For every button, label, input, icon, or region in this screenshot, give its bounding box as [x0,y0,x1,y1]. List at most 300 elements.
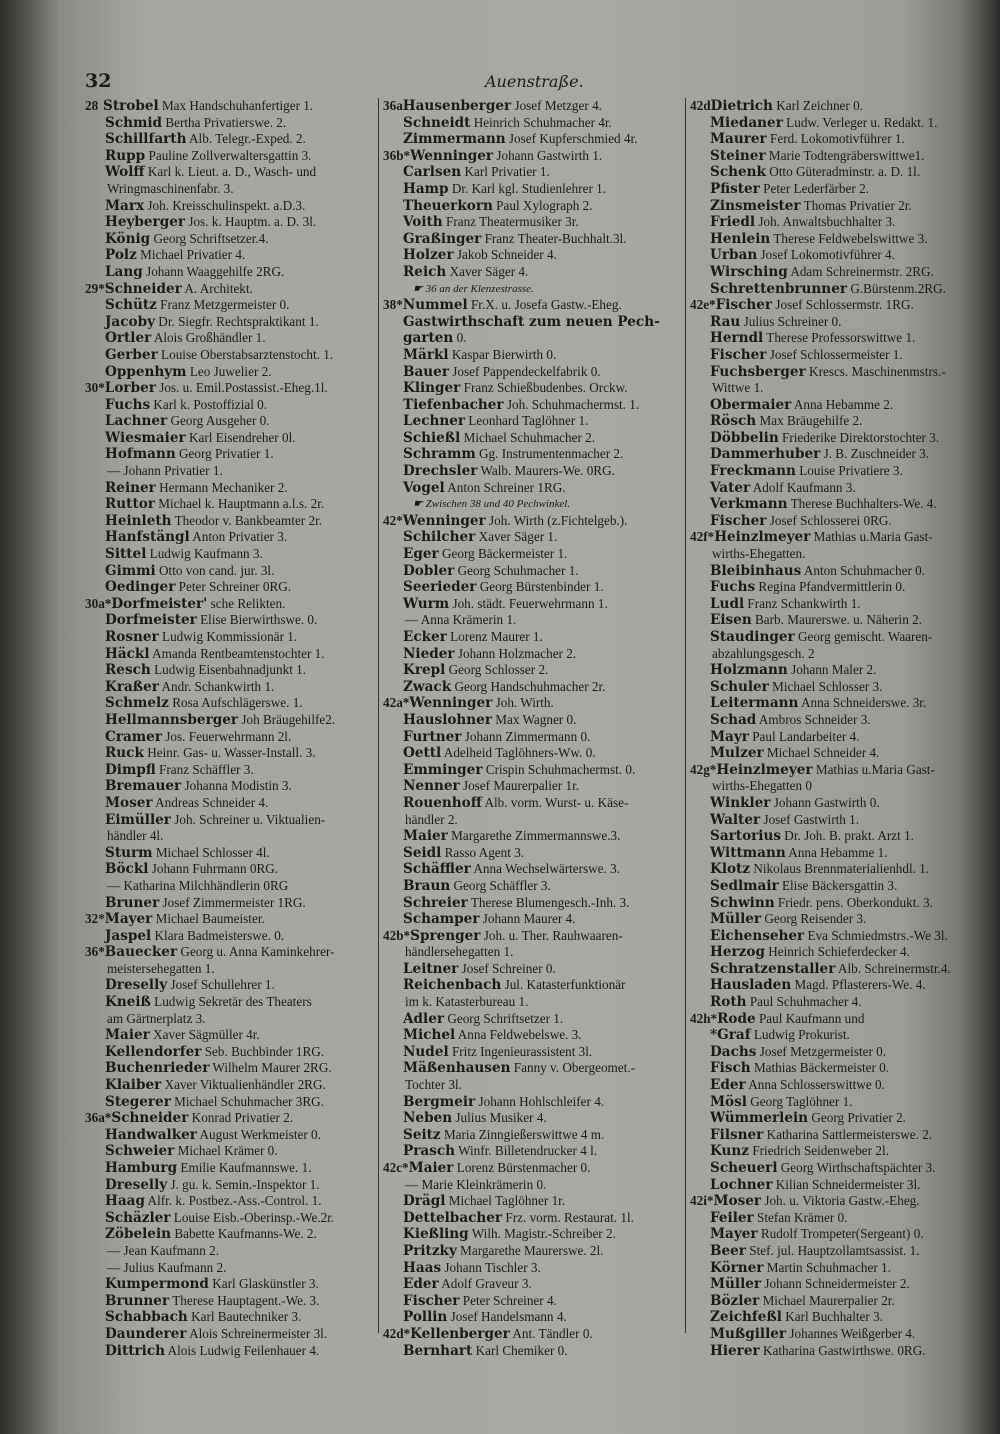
directory-entry [85,1077,375,1094]
directory-entry [85,762,375,779]
resident-surname: Furtner [403,728,462,745]
resident-details: Johann Fuhrmann 0RG. [151,861,279,877]
resident-surname: Klotz [710,861,751,878]
resident-details: Friederike Direktorstochter 3. [782,429,940,445]
resident-surname: Nummel [402,297,468,314]
directory-entry [690,1260,975,1277]
directory-entry [85,446,375,463]
resident-details: Anna Hebamme 2. [793,396,894,412]
directory-entry [690,546,975,563]
resident-details: — Anna Krämerin 1. [405,612,517,628]
resident-details: Crispin Schuhmachermst. 0. [485,761,636,777]
resident-surname: Freckmann [710,463,796,480]
resident-details: Alois Schreinermeister 3l. [189,1325,328,1341]
directory-entry [85,1143,375,1160]
resident-surname: Zöbelein [105,1226,172,1243]
resident-details: Andr. Schankwirth 1. [161,678,275,694]
resident-details: Winfr. Billetendrucker 4 l. [458,1143,598,1159]
resident-surname: Zwack [403,678,452,695]
resident-details: im k. Katasterbureau 1. [405,994,529,1010]
page-header [85,70,980,94]
resident-details: Josef Gastwirth 1. [763,811,860,827]
directory-entry [85,878,375,895]
directory-entry [383,164,683,181]
directory-column-1 [85,98,375,1359]
directory-entry [85,1343,375,1360]
resident-details: Rudolf Trompeter(Sergeant) 0. [760,1226,924,1242]
resident-surname: Wenninger [409,695,493,712]
column-divider [378,98,379,1333]
directory-entry [690,380,975,397]
directory-entry [85,480,375,497]
directory-entry [690,662,975,679]
resident-details: Anna Feldwebelswe. 3. [457,1027,582,1043]
resident-surname: Vater [710,479,751,496]
resident-details: Julius Schreiner 0. [743,313,842,329]
house-number: 42i* [690,1193,714,1209]
resident-details: Bertha Privatierswe. 2. [165,114,287,130]
directory-entry [85,496,375,513]
resident-details: Andreas Schneider 4. [155,794,269,810]
directory-entry [85,463,375,480]
resident-surname: Schneider [104,280,182,297]
house-number: 30a* [85,595,112,611]
resident-details: Tochter 3l. [405,1077,462,1093]
directory-entry [383,330,683,347]
directory-entry [383,1127,683,1144]
resident-details: Xaver Sägmüller 4r. [153,1027,260,1043]
resident-surname: Pritzky [403,1242,457,1259]
directory-entry [383,695,683,712]
directory-entry [383,729,683,746]
directory-entry [383,1011,683,1028]
directory-entry [690,480,975,497]
directory-entry [690,463,975,480]
directory-entry [85,314,375,331]
directory-entry [85,1276,375,1293]
resident-surname: Schneider [111,1110,189,1127]
resident-surname: Hausenberger [402,98,512,114]
resident-surname: Reichenbach [403,977,502,994]
directory-entry [383,1293,683,1310]
directory-entry [690,1011,975,1028]
resident-surname: Hierer [710,1342,760,1359]
directory-entry [690,148,975,165]
directory-entry [85,148,375,165]
resident-details: Georg Schäffler 3. [453,877,551,893]
resident-details: Georg Reisender 3. [764,911,867,927]
resident-surname: Bremauer [105,778,182,795]
resident-details: Ant. Tändler 0. [512,1325,593,1341]
directory-entry [383,1260,683,1277]
directory-entry [690,1143,975,1160]
directory-entry [85,928,375,945]
resident-surname: Rosner [105,629,159,645]
resident-surname: Friedl [710,214,756,231]
resident-details: Leonhard Taglöhner 1. [468,413,589,429]
directory-entry [85,662,375,679]
resident-surname: Miedaner [710,114,783,131]
resident-surname: Kießling [403,1226,469,1243]
resident-surname: Mayr [710,728,749,745]
directory-entry [383,994,683,1011]
resident-surname: Dammerhuber [710,446,821,463]
resident-surname: Adler [403,1010,445,1027]
resident-surname: Eimüller [105,811,171,828]
resident-details: J. B. Zuschneider 3. [823,446,930,462]
resident-surname: Vogel [403,479,445,496]
resident-surname: Mösl [710,1093,747,1110]
resident-surname: Oedinger [105,579,176,596]
resident-surname: Hamp [403,180,449,197]
resident-details: Peter Schreiner 4. [462,1292,557,1308]
resident-surname: Reich [403,263,447,280]
resident-surname: Eder [710,1077,746,1094]
resident-surname: Kneiß [105,994,151,1011]
house-number: 42g* [690,761,717,777]
resident-details: Jos. Feuerwehrmann 2l. [165,728,292,744]
resident-surname: Dettelbacher [403,1209,503,1226]
resident-surname: Strobel [103,98,159,114]
directory-entry [383,1060,683,1077]
resident-details: Anna Wechselwärterswe. 3. [473,861,620,877]
resident-surname: Holzer [403,247,454,264]
directory-entry [383,364,683,381]
resident-surname: Filsner [710,1126,764,1143]
resident-surname: Herndl [710,330,764,347]
resident-surname: Oettl [403,745,442,762]
resident-details: Rosa Aufschlägerswe. 1. [172,695,303,711]
resident-details: abzahlungsgesch. 2 [712,645,815,661]
directory-entry [690,778,975,795]
resident-surname: Bergmeir [403,1093,476,1110]
resident-surname: Schilcher [403,529,476,546]
resident-details: Karl k. Lieut. a. D., Wasch- und [147,164,317,180]
resident-details: Peter Schreiner 0RG. [178,579,292,595]
resident-details: Theodor v. Bankbeamter 2r. [174,512,323,528]
directory-entry [85,1044,375,1061]
directory-entry [383,131,683,148]
directory-entry [85,1193,375,1210]
resident-surname: Haas [403,1259,442,1276]
directory-entry [690,895,975,912]
house-number: 42* [383,512,403,528]
house-number: 30* [85,380,105,396]
directory-entry [383,878,683,895]
resident-surname: Schuler [710,678,769,695]
resident-surname: Sartorius [710,828,781,845]
resident-details: Michael k. Hauptmann a.l.s. 2r. [158,496,325,512]
directory-entry [85,961,375,978]
resident-details: Karl Glaskünstler 3. [212,1276,319,1292]
resident-details: Josef Schreiner 0. [461,960,556,976]
directory-entry [690,745,975,762]
directory-entry [690,347,975,364]
resident-surname: Seitz [403,1126,441,1143]
resident-details: Stefan Krämer 0. [757,1209,848,1225]
resident-details: Therese Hauptagent.-We. 3. [172,1292,320,1308]
resident-surname: Krepl [403,662,446,679]
resident-details: Karl Zeichner 0. [776,98,863,113]
resident-surname: Carlsen [403,164,462,181]
resident-surname: Klinger [403,380,461,397]
resident-details: Anna Schlosserswittwe 0. [748,1077,885,1093]
resident-surname: Staudinger [710,629,795,645]
resident-surname: Eger [403,546,439,563]
directory-entry [690,944,975,961]
directory-entry [85,347,375,364]
resident-surname: Maier [408,1160,454,1176]
resident-surname: Herzog [710,944,765,961]
resident-surname: Neben [403,1110,453,1127]
directory-entry [383,845,683,862]
resident-details: Joh. städt. Feuerwehrmann 1. [452,595,608,611]
resident-details: Georg Schriftsetzer 1. [447,1010,564,1026]
resident-details: Ludw. Verleger u. Redakt. 1. [786,114,938,130]
resident-details: Josef Schlosserei 0RG. [769,512,892,528]
resident-surname: Fischer [710,346,767,363]
resident-details: Louise Privatiere 3. [799,463,903,479]
resident-surname: Fuchs [105,396,151,413]
resident-surname: Müller [710,911,762,928]
directory-entry [383,1077,683,1094]
resident-details: Joh. Anwaltsbuchhalter 3. [758,214,896,230]
directory-entry [383,1309,683,1326]
directory-entry [383,563,683,580]
directory-entry [383,214,683,231]
directory-entry [85,1160,375,1177]
directory-entry [383,546,683,563]
directory-entry [85,1326,375,1343]
directory-entry [85,281,375,298]
resident-surname: Klaiber [105,1077,162,1094]
resident-surname: Nudel [403,1043,449,1060]
directory-entry [383,762,683,779]
resident-details: Kaspar Bierwirth 0. [451,346,557,362]
house-number: 42c* [383,1160,409,1175]
resident-surname: Holzmann [710,662,788,679]
directory-entry [383,198,683,215]
resident-details: Anna Schneiderswe. 3r. [801,695,927,711]
resident-details: Josef Metzgermeister 0. [759,1043,887,1059]
resident-surname: Leitermann [710,695,799,712]
directory-entry [383,264,683,281]
resident-details: Joh. Schreiner u. Viktualien- [174,811,326,827]
resident-details: Joh Bräugehilfe2. [241,711,336,727]
resident-surname: Häckl [105,645,150,662]
directory-entry [383,795,683,812]
directory-entry [383,1110,683,1127]
directory-entry [85,1011,375,1028]
directory-entry [383,596,683,613]
resident-details: Joh. u. Viktoria Gastw.-Eheg. [764,1193,920,1209]
resident-details: Jos. k. Hauptm. a. D. 3l. [188,214,317,230]
resident-surname: Schreier [403,894,468,911]
directory-entry [690,264,975,281]
house-number: 36* [85,944,105,960]
directory-entry [383,1243,683,1260]
directory-entry [383,314,683,331]
directory-entry [383,247,683,264]
directory-entry [85,1110,375,1127]
directory-entry [383,662,683,679]
directory-entry [383,679,683,696]
directory-entry [690,911,975,928]
resident-surname: Kunz [710,1143,750,1160]
resident-details: Georg Schlosser 2. [448,662,549,678]
directory-entry [383,1143,683,1160]
resident-details: Michael Maurerpalier 2r. [762,1292,895,1308]
resident-surname: Schäzler [105,1209,171,1226]
resident-details: Franz Schießbudenbes. Orckw. [463,380,628,396]
directory-entry [85,845,375,862]
resident-details: Stef. jul. Hauptzollamtsassist. 1. [749,1242,920,1258]
resident-details: Dr. Karl kgl. Studienlehrer 1. [451,180,607,196]
resident-details: Fanny v. Obergeomet.- [513,1060,636,1076]
resident-surname: Wirsching [710,263,788,280]
resident-surname: Braun [403,877,451,894]
resident-details: Karl Privatier 1. [464,164,550,180]
resident-details: Katharina Sattlermeisterswe. 2. [766,1126,933,1142]
resident-surname: Lechner [403,413,466,430]
resident-details: Georg Ausgeher 0. [170,413,270,429]
resident-surname: Dietrich [710,98,773,114]
resident-details: Franz Schäffler 3. [159,761,254,777]
resident-details: Franz Metzgermeister 0. [160,297,290,313]
resident-details: meistersehegatten 1. [107,960,215,976]
resident-surname: Polz [105,247,137,264]
resident-details: Jul. Katasterfunktionär [504,977,626,993]
directory-entry [690,1060,975,1077]
resident-surname: Märkl [403,346,449,363]
resident-details: Lorenz Bürstenmacher 0. [456,1160,591,1175]
resident-surname: Dorfmeister' [111,595,208,612]
resident-details: Elise Bäckersgattin 3. [781,877,898,893]
directory-entry [690,330,975,347]
resident-details: Johann Maurer 4. [482,911,576,927]
resident-details: G.Bürstenm.2RG. [850,280,946,296]
directory-entry [85,380,375,397]
resident-surname: Döbbelin [710,429,779,446]
resident-surname: Oppenhym [105,363,187,380]
resident-surname: Heinleth [105,512,172,529]
resident-details: Josef Lokomotivführer 4. [760,247,895,263]
resident-surname: Buchenrieder [105,1060,210,1077]
resident-details: Magd. Pflasterers-We. 4. [794,977,926,993]
resident-surname: Mayer [104,911,153,928]
resident-surname: Nenner [403,778,460,795]
resident-surname: Fuchsberger [710,363,806,380]
resident-surname: Moser [105,794,153,811]
resident-details: Georg Privatier 1. [179,446,274,462]
directory-entry [383,1094,683,1111]
resident-details: Adolf Kaufmann 3. [752,479,856,495]
resident-details: Josef Handelsmann 4. [450,1309,567,1325]
directory-entry [85,115,375,132]
resident-details: Max Bräugehilfe 2. [759,413,863,429]
resident-surname: *Graf [710,1027,751,1044]
directory-entry [85,1060,375,1077]
resident-surname: Emminger [403,761,483,778]
resident-surname: Kellendorfer [105,1043,202,1060]
resident-details: Peter Lederfärber 2. [763,180,869,196]
resident-surname: Drägl [403,1193,446,1210]
house-number: 36a [383,98,403,113]
resident-surname: Dachs [710,1043,757,1060]
resident-surname: Marx [105,197,145,214]
resident-details: Joh. Wirth (z.Fichtelgeb.). [489,512,628,528]
resident-surname: Feiler [710,1209,754,1226]
directory-entry [690,364,975,381]
directory-entry [85,198,375,215]
directory-entry [690,1177,975,1194]
resident-surname: Dreselly [105,1176,168,1193]
resident-surname: Schad [710,711,757,728]
directory-entry [85,1027,375,1044]
resident-surname: Winkler [710,794,771,811]
directory-entry [690,446,975,463]
directory-entry [690,845,975,862]
resident-surname: Lorber [104,380,156,397]
resident-details: Gg. Instrumentenmacher 2. [479,446,624,462]
resident-details: Friedrich Seidenweber 2l. [752,1143,889,1159]
resident-details: 0. [456,330,467,346]
resident-surname: Dimpfl [105,761,156,778]
resident-surname: Walter [710,811,761,828]
directory-entry [383,1177,683,1194]
directory-entry [85,994,375,1011]
resident-details: Marie Todtengräberswittwe1. [768,147,925,163]
resident-details: Josef Zimmermeister 1RG. [162,894,306,910]
resident-details: Michael Baumeister. [155,911,265,927]
resident-surname: Theuerkorn [403,197,493,214]
resident-details: Amanda Rentbeamtenstochter 1. [152,645,325,661]
resident-surname: Hausladen [710,977,792,994]
resident-details: händler 2. [405,811,458,827]
resident-surname: Lang [105,263,143,280]
directory-entry [85,214,375,231]
resident-surname: Daunderer [105,1325,187,1342]
resident-surname: Hamburg [105,1160,178,1176]
resident-details: Fritz Ingenieurassistent 3l. [451,1043,593,1059]
resident-details: Michael Schneider 4. [766,745,880,761]
resident-surname: Steiner [710,147,766,164]
directory-entry [383,413,683,430]
house-number: 32* [85,911,105,927]
directory-entry [85,297,375,314]
resident-details: Josef Kupferschmied 4r. [508,131,638,147]
directory-entry [690,131,975,148]
resident-details: Max Handschuhanfertiger 1. [161,98,314,113]
resident-surname: Schratzenstaller [710,960,836,977]
resident-surname: Bözler [710,1292,760,1309]
resident-details: Krescs. Maschinenmstrs.- [809,363,946,379]
resident-surname: Dobler [403,562,455,579]
resident-details: Johann Holzmacher 2. [457,645,577,661]
house-number: 42e* [690,297,716,313]
directory-column-3 [690,98,975,1359]
directory-entry [383,612,683,629]
directory-entry [383,181,683,198]
directory-entry [383,1326,683,1343]
directory-entry [690,563,975,580]
resident-details: Mathias u.Maria Gast- [815,761,935,777]
resident-surname: Schwinn [710,894,775,911]
resident-surname: Kellenberger [410,1325,510,1342]
directory-entry [383,513,683,530]
resident-surname: Dreselly [105,977,168,994]
resident-details: Johann Zimmermann 0. [464,728,591,744]
